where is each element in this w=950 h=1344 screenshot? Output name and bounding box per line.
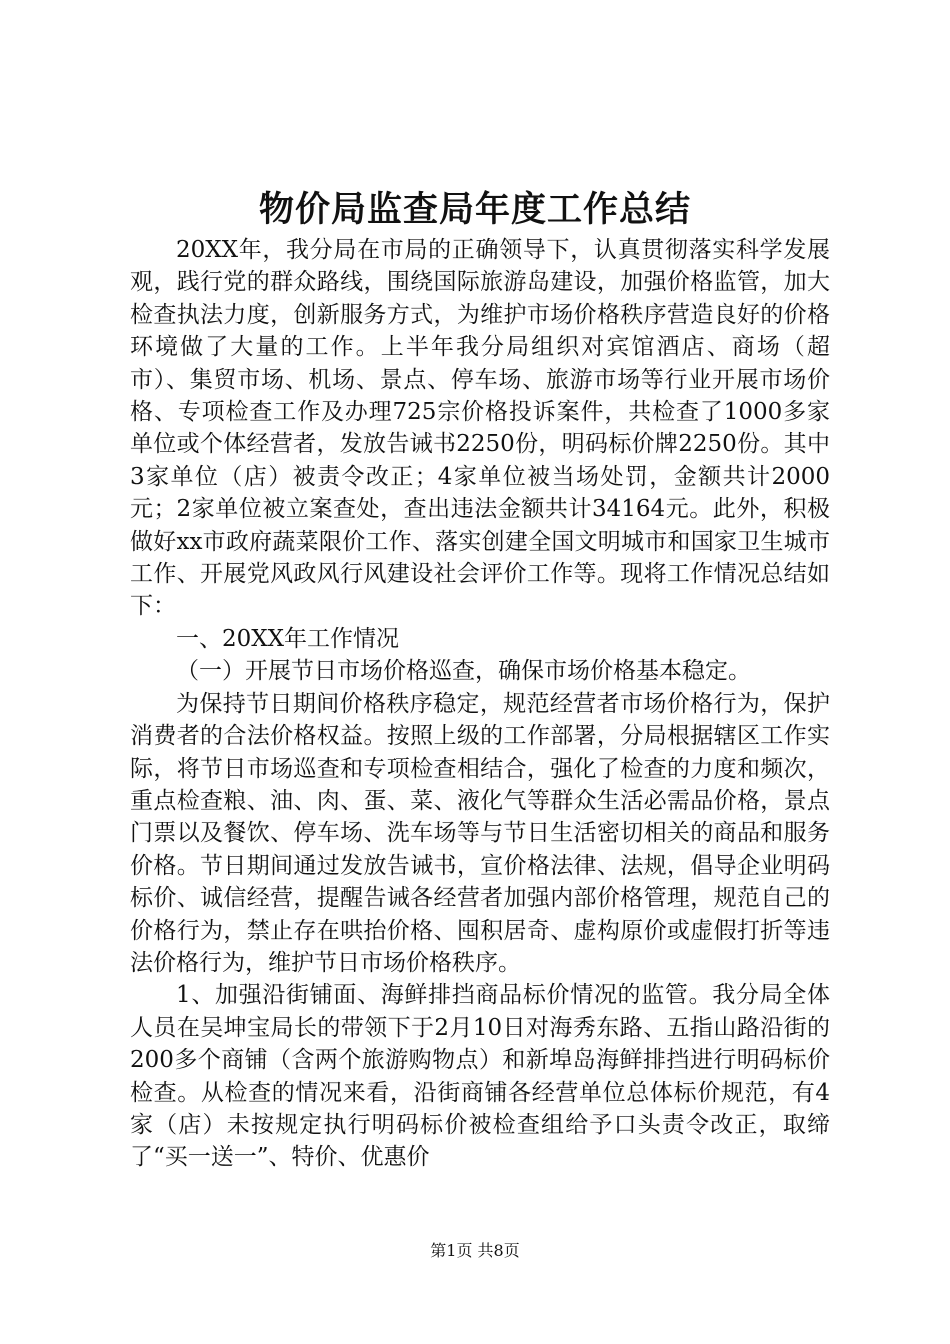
section-heading: 一、20XX年工作情况 (176, 625, 400, 652)
document-title: 物价局监查局年度工作总结 (258, 189, 691, 230)
document-body (130, 234, 830, 1174)
subsection-heading: （一）开展节日市场价格巡查，确保市场价格基本稳定。 (176, 658, 751, 685)
page-number-footer: 第1页 共8页 (430, 1241, 520, 1260)
body-paragraph: 为保持节日期间价格秩序稳定，规范经营者市场价格行为，保护消费者的合法价格权益。按照上级的工作部署，分局根据辖区工作实际，将节日市场巡查和专项检查相结合，强化了检查的力度和频次，重点检查粮、油、肉、蛋、菜、液化气等群众生活必需品价格，景点门票以及餐饮、停车场、洗车场等与节日生活密切相关的商品和服务价格。节日期间通过发放告诫书，宣价格法律、法规，倡导企业明码标价、诚信经营，提醒告诫各经营者加强内部价格管理，规范自己的价格行为，禁止存在哄抬价格、囤积居奇、虚构原价或虚假打折等违法价格行为，维护节日市场价格秩序。 (130, 690, 830, 976)
intro-paragraph: 20XX年，我分局在市局的正确领导下，认真贯彻落实科学发展观，践行党的群众路线，围绕国际旅游岛建设，加强价格监管，加大检查执法力度，创新服务方式，为维护市场价格秩序营造良好的价格环境做了大量的工作。上半年我分局组织对宾馆酒店、商场（超市）、集贸市场、机场、景点、停车场、旅游市场等行业开展市场价格、专项检查工作及办理725宗价格投诉案件，共检查了1000多家单位或个体经营者，发放告诫书2250份，明码标价牌2250份。其中3家单位（店）被责令改正；4家单位被当场处罚，金额共计2000元；2家单位被立案查处，查出违法金额共计34164元。此外，积极做好xx市政府蔬菜限价工作、落实创建全国文明城市和国家卫生城市工作、开展党风政风行风建设社会评价工作等。现将工作情况总结如下： (130, 237, 830, 620)
body-paragraph: 1、加强沿街铺面、海鲜排挡商品标价情况的监管。我分局全体人员在吴坤宝局长的带领下于2月10日对海秀东路、五指山路沿街的200多个商铺（含两个旅游购物点）和新埠岛海鲜排挡进行明码标价检查。从检查的情况来看，沿街商铺各经营单位总体标价规范，有4家（店）未按规定执行明码标价被检查组给予口头责令改正，取缔了“买一送一”、特价、优惠价 (130, 982, 830, 1171)
